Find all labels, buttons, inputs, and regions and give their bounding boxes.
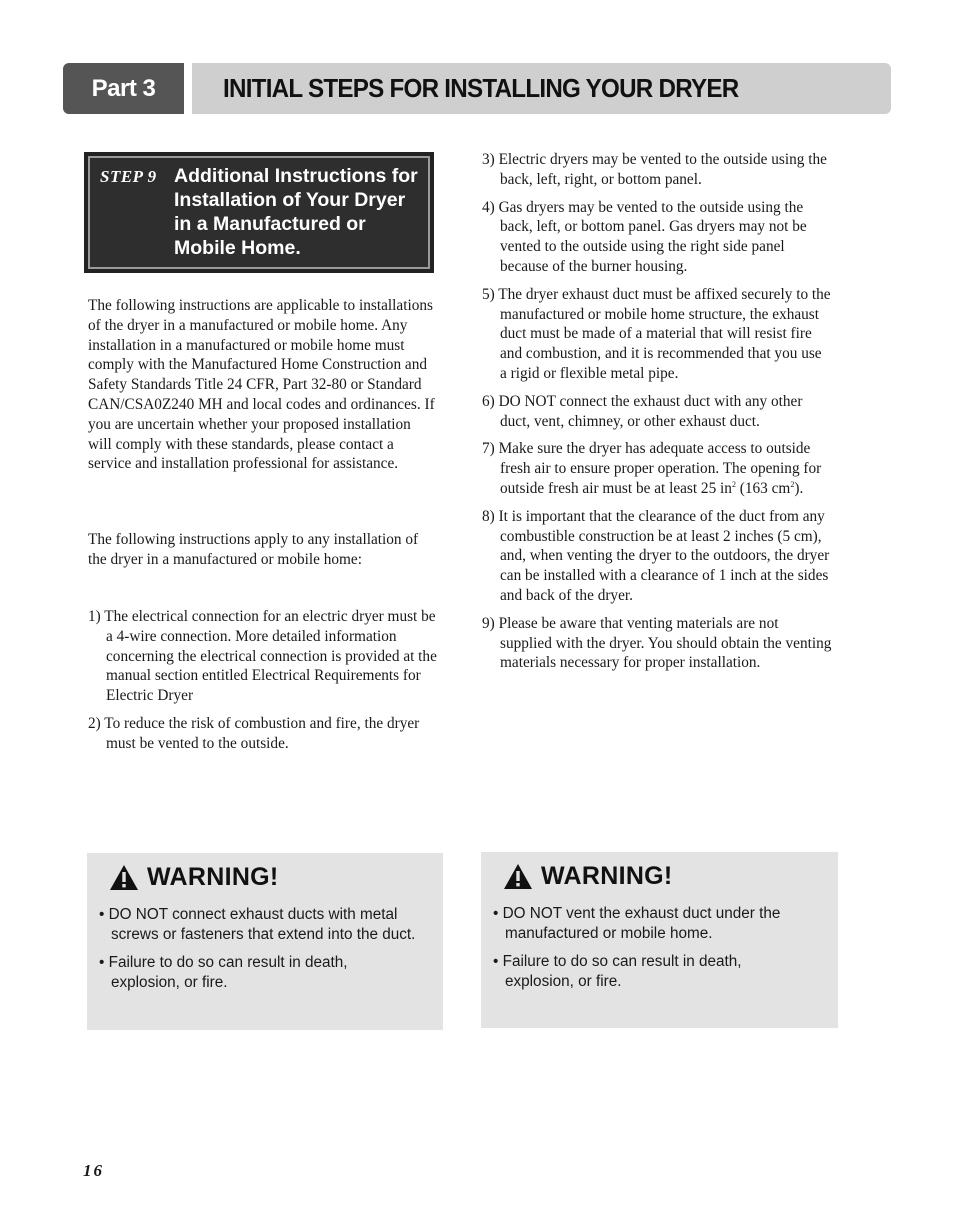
list-item: 9) Please be aware that venting materials are not supplied with the dryer. You should obtain the venting materials necessary for proper installation. [482, 614, 832, 672]
step-box [84, 152, 434, 273]
title-bar [192, 63, 891, 114]
instruction-list-right [482, 150, 832, 681]
page-title: INITIAL STEPS FOR INSTALLING YOUR DRYER [223, 73, 739, 103]
instruction-list-left [88, 607, 438, 762]
intro-paragraph-1: The following instructions are applicable to installations of the dryer in a manufactured or mobile home. Any installation in a manufactured or mobile home must comply with the Manufactured Home Construction and Safety Standards Title 24 CFR, Part 32-80 or Standard CAN/CSA0Z240 MH and local codes and ordinances. If you are uncertain whether your proposed installation will comply with these standards, please contact a service and installation professional for assistance. [88, 297, 435, 473]
item-7-mid: (163 cm [735, 479, 791, 497]
warning-heading [109, 863, 279, 892]
warning-triangle-icon [109, 864, 139, 891]
warning-item: • DO NOT connect exhaust ducts with metal screws or fasteners that extend into the duct. [99, 906, 416, 943]
list-item: 4) Gas dryers may be vented to the outside using the back, left, or bottom panel. Gas dryers may not be vented to the outside using the right side panel because of the burner housing. [482, 198, 807, 275]
part-label: Part 3 [91, 74, 156, 102]
page-number: 16 [83, 1161, 104, 1180]
warning-item: • Failure to do so can result in death, explosion, or fire. [493, 953, 742, 990]
warning-item: • DO NOT vent the exhaust duct under the manufactured or mobile home. [493, 905, 781, 942]
step-inner [88, 156, 430, 269]
step-title: Additional Instructions for Installation of Your Dryer in a Manufactured or Mobile Home. [174, 165, 418, 259]
warning-list [493, 904, 813, 1000]
intro-paragraph-2: The following instructions apply to any installation of the dryer in a manufactured or mobile home: [88, 531, 419, 568]
warning-box-2 [481, 852, 838, 1028]
list-item [482, 439, 832, 498]
warning-item: • Failure to do so can result in death, explosion, or fire. [99, 954, 348, 991]
item-7-text: 7) Make sure the dryer has adequate access to outside fresh air to ensure proper operation. The opening for outside fresh air must be at least 25 in [482, 440, 822, 497]
step-label: STEP 9 [100, 167, 157, 186]
item-7-end: ). [794, 479, 804, 497]
list-item: 2) To reduce the risk of combustion and fire, the dryer must be vented to the outside. [88, 714, 420, 752]
list-item: 3) Electric dryers may be vented to the outside using the back, left, right, or bottom panel. [482, 151, 827, 188]
part-tab [63, 63, 184, 114]
list-item: 6) DO NOT connect the exhaust duct with any other duct, vent, chimney, or other exhaust duct. [482, 392, 803, 430]
warning-title: WARNING! [147, 863, 279, 891]
warning-box-1 [87, 853, 443, 1030]
list-item: 1) The electrical connection for an electric dryer must be a 4-wire connection. More detailed information concerning the electrical connection is provided at the manual section entitled Electrical Requirements for Electric Dryer [88, 608, 437, 705]
warning-list [99, 905, 419, 1001]
list-item: 5) The dryer exhaust duct must be affixed securely to the manufactured or mobile home structure, the exhaust duct must be made of a material that will resist fire and combustion, and it is recommended that you use a rigid or flexible metal pipe. [482, 285, 831, 382]
warning-heading [503, 862, 673, 891]
superscript: 2 [731, 479, 736, 489]
warning-title: WARNING! [541, 862, 673, 890]
list-item: 8) It is important that the clearance of the duct from any combustible construction be at least 2 inches (5 cm), and, when venting the dryer to the outdoors, the dryer can be installed with a clearance of 1 inch at the sides and back of the dryer. [482, 507, 830, 604]
warning-triangle-icon [503, 863, 533, 890]
superscript: 2 [790, 479, 795, 489]
